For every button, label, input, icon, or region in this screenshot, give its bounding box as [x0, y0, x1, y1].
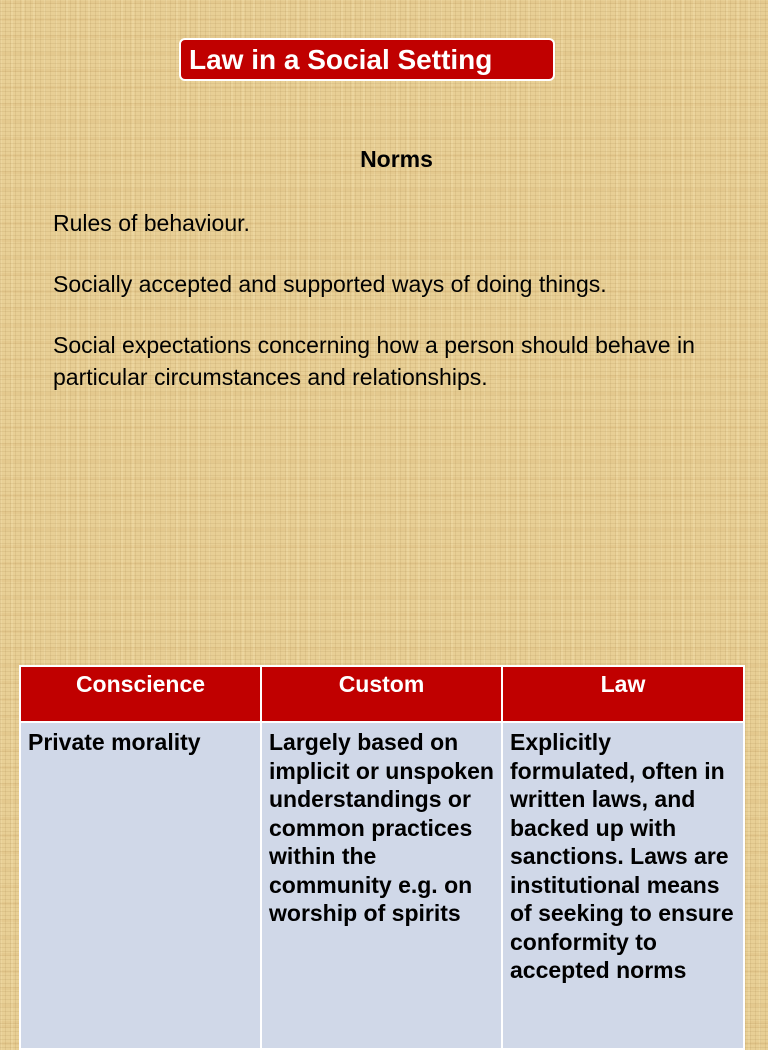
norm-definition-3: Social expectations concerning how a person should behave in particular circumstances and relationships. — [53, 332, 695, 390]
cell-law: Explicitly formulated, often in written laws, and backed up with sanctions. Laws are institutional means of seeking to ensure conformity to accepted norms — [502, 722, 744, 1049]
table-header-row — [20, 666, 744, 722]
header-law: Law — [502, 666, 744, 722]
norm-definition-2: Socially accepted and supported ways of doing things. — [53, 271, 607, 297]
cell-conscience: Private morality — [20, 722, 261, 1049]
section-heading: Norms — [360, 146, 433, 172]
table-row — [20, 722, 744, 1049]
header-conscience: Conscience — [20, 666, 261, 722]
slide-title: Law in a Social Setting — [179, 38, 555, 81]
header-custom: Custom — [261, 666, 502, 722]
norms-comparison-table — [19, 665, 745, 1050]
cell-custom: Largely based on implicit or unspoken understandings or common practices within the community e.g. on worship of spirits — [261, 722, 502, 1049]
norm-definition-1: Rules of behaviour. — [53, 210, 250, 236]
